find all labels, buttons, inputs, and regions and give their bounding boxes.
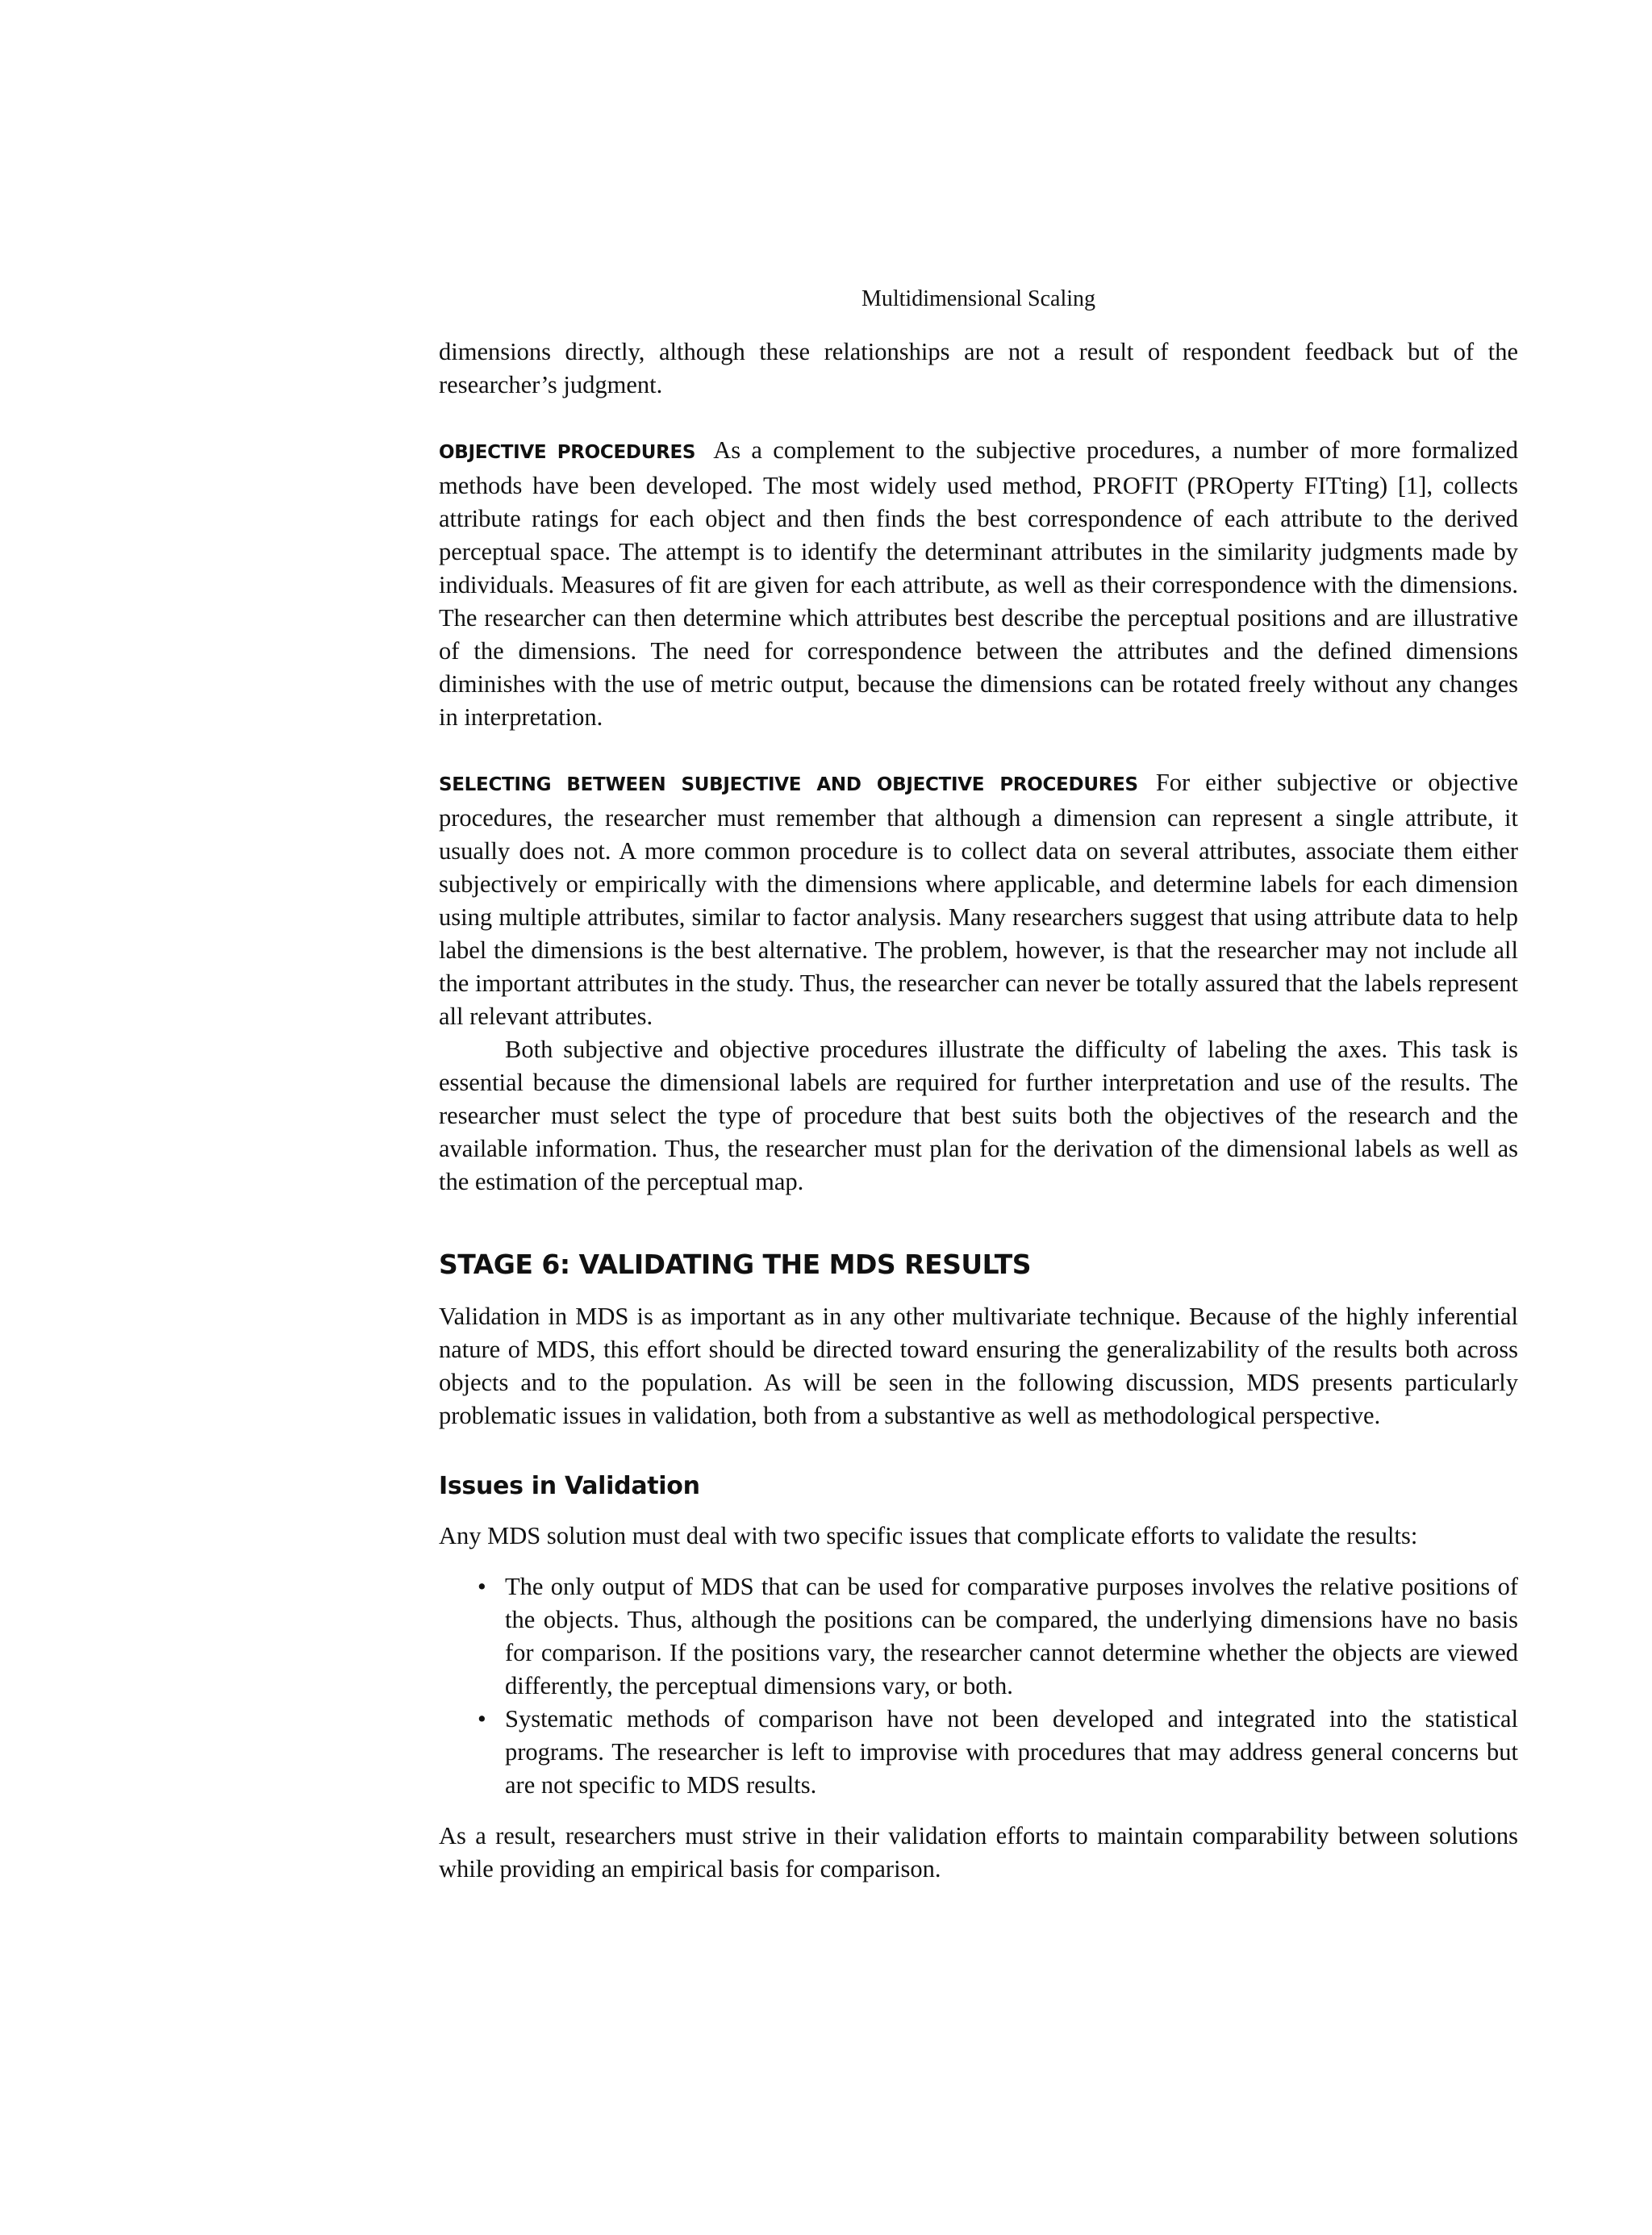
bullet-icon: •: [478, 1573, 486, 1600]
selecting-procedures-text: For either subjective or objective procedures, the researcher must remember that although a dimension can represent a single attribute, it usually does not. A more common procedure is to collect data on several attributes, associate them either subjectively or empirically with the dimensions where applicable, and determine labels for each dimension using multiple attributes, similar to factor analysis. Many researchers suggest that using attribute data to help label the dimensions is the best alternative. The problem, however, is that the researcher may not include all the important attributes in the study. Thus, the researcher can never be totally assured that the labels represent all relevant attributes.: [439, 769, 1518, 1030]
paragraph-continuation: dimensions directly, although these relationships are not a result of respondent feedback but of the researcher’s judgment.: [439, 338, 1518, 398]
document-page: [439, 286, 1518, 1886]
paragraph-both-procedures: Both subjective and objective procedures illustrate the difficulty of labeling the axes. This task is essential because the dimensional labels are required for further interpretation and use of the results. The researcher must select the type of procedure that best suits both the objectives of the research and the available information. Thus, the researcher must plan for the derivation of the dimensional labels as well as the estimation of the perceptual map.: [439, 1036, 1518, 1195]
bullet-icon: •: [478, 1705, 486, 1733]
list-item: [478, 1703, 1518, 1802]
paragraph-validation-intro: Validation in MDS is as important as in any other multivariate technique. Because of the highly inferential nature of MDS, this effort should be directed toward ensuring the generalizability of the results both across objects and to the population. As will be seen in the following discussion, MDS presents particularly problematic issues in validation, both from a substantive as well as methodological perspective.: [439, 1303, 1518, 1429]
section-heading-stage-6: STAGE 6: VALIDATING THE MDS RESULTS: [439, 1249, 1032, 1280]
runin-heading-selecting: SELECTING BETWEEN SUBJECTIVE AND OBJECTIVE PROCEDURES: [439, 774, 1138, 795]
running-head: Multidimensional Scaling: [861, 286, 1096, 311]
paragraph-selecting-procedures: [439, 766, 1518, 1033]
subsection-heading-issues: Issues in Validation: [439, 1472, 700, 1500]
spacer: [439, 734, 1518, 766]
paragraph-objective-procedures: [439, 434, 1518, 734]
paragraph-issues-intro: Any MDS solution must deal with two specific issues that complicate efforts to validate the results:: [439, 1522, 1418, 1549]
list-item: [478, 1570, 1518, 1703]
paragraph-closing: As a result, researchers must strive in their validation efforts to maintain comparability between solutions while providing an empirical basis for comparison.: [439, 1822, 1518, 1883]
issues-bullet-list: [439, 1570, 1518, 1802]
runin-heading-objective: OBJECTIVE PROCEDURES: [439, 442, 696, 463]
list-item-text: The only output of MDS that can be used for comparative purposes involves the relative positions of the objects. Thus, although the positions can be compared, the underlying dimensions have no basis for comparison. If the positions vary, the researcher cannot determine whether the objects are viewed differently, the perceptual dimensions vary, or both.: [505, 1573, 1518, 1699]
list-item-text: Systematic methods of comparison have not been developed and integrated into the statistical programs. The researcher is left to improvise with procedures that may address general concerns but are not specific to MDS results.: [505, 1705, 1518, 1799]
spacer: [439, 402, 1518, 434]
objective-procedures-text: As a complement to the subjective procedures, a number of more formalized methods have been developed. The most widely used method, PROFIT (PROperty FITting) [1], collects attribute ratings for each object and then finds the best correspondence of each attribute to the derived perceptual space. The attempt is to identify the determinant attributes in the similarity judgments made by individuals. Measures of fit are given for each attribute, as well as their correspondence with the dimensions. The researcher can then determine which attributes best describe the perceptual positions and are illustrative of the dimensions. The need for correspondence between the attributes and the defined dimensions diminishes with the use of metric output, because the dimensions can be rotated freely without any changes in interpretation.: [439, 436, 1518, 731]
